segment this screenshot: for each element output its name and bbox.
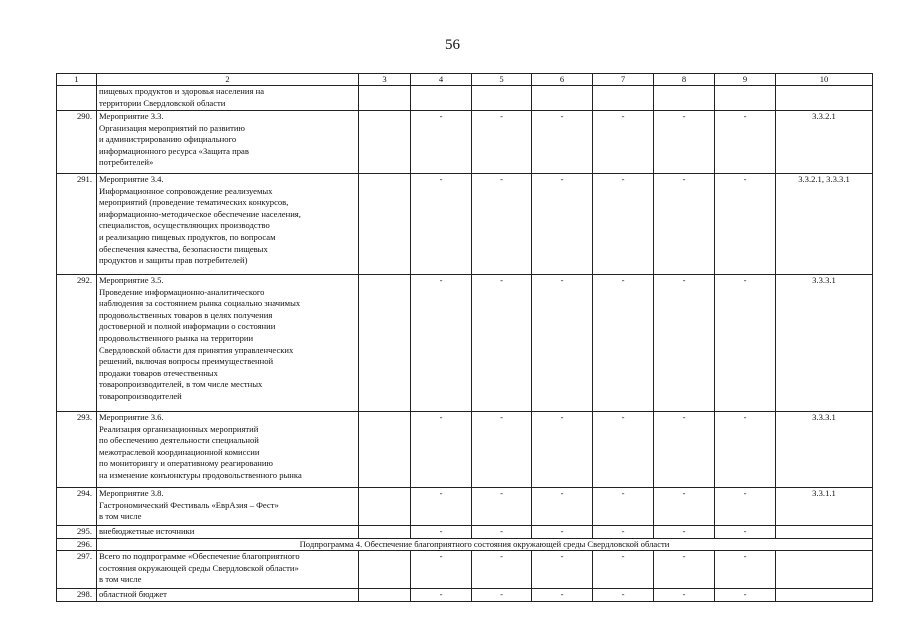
value-cell: -: [593, 275, 654, 412]
value-cell: [359, 86, 411, 111]
table-row: [57, 111, 873, 174]
target-indicator-ref: 3.3.2.1, 3.3.3.1: [776, 174, 873, 275]
value-cell: [359, 275, 411, 412]
value-cell: [359, 526, 411, 539]
value-cell: -: [715, 111, 776, 174]
table-row: [57, 551, 873, 589]
table-row: [57, 86, 873, 111]
value-cell: -: [654, 111, 715, 174]
activity-name: Мероприятие 3.5. Проведение информационно-аналитического наблюдения за состоянием рынка социально значимых продовольственных товаров в целях получения достоверной и полной информации о состоянии продовольственного рынка на территории Свердловской области для принятия управленческих решений, включая вопросы преимущественной продажи товаров отечественных товаропроизводителей, в том числе местных товаропроизводителей: [97, 275, 359, 412]
value-cell: [359, 551, 411, 589]
table-row: [57, 174, 873, 275]
table-row: [57, 412, 873, 488]
table-body: [57, 86, 873, 602]
value-cell: -: [411, 111, 472, 174]
column-header: 3: [359, 74, 411, 86]
target-indicator-ref: 3.3.2.1: [776, 111, 873, 174]
table-row: [57, 488, 873, 526]
value-cell: -: [593, 589, 654, 602]
value-cell: -: [472, 275, 532, 412]
activity-name: Всего по подпрограмме «Обеспечение благоприятного состояния окружающей среды Свердловской области» в том числе: [97, 551, 359, 589]
value-cell: -: [654, 488, 715, 526]
value-cell: -: [593, 488, 654, 526]
value-cell: -: [472, 111, 532, 174]
column-header: 9: [715, 74, 776, 86]
column-header: 10: [776, 74, 873, 86]
row-number: 296.: [57, 538, 97, 551]
activity-name: Мероприятие 3.3. Организация мероприятий по развитию и администрированию официального информационного ресурса «Защита прав потребителей»: [97, 111, 359, 174]
target-indicator-ref: [776, 589, 873, 602]
activity-name: Мероприятие 3.8. Гастрономический Фестиваль «ЕврАзия – Фест» в том числе: [97, 488, 359, 526]
column-header: 5: [472, 74, 532, 86]
value-cell: -: [411, 412, 472, 488]
value-cell: -: [593, 412, 654, 488]
value-cell: -: [715, 589, 776, 602]
value-cell: [359, 412, 411, 488]
value-cell: [359, 589, 411, 602]
value-cell: [472, 86, 532, 111]
value-cell: [654, 86, 715, 111]
section-row: [57, 538, 873, 551]
activity-name: областной бюджет: [97, 589, 359, 602]
column-number-header-row: [57, 74, 873, 86]
row-number: 292.: [57, 275, 97, 412]
value-cell: [359, 174, 411, 275]
value-cell: -: [472, 412, 532, 488]
value-cell: -: [654, 174, 715, 275]
value-cell: -: [411, 526, 472, 539]
value-cell: -: [593, 111, 654, 174]
value-cell: -: [654, 589, 715, 602]
table-row: [57, 589, 873, 602]
column-header: 8: [654, 74, 715, 86]
column-header: 1: [57, 74, 97, 86]
target-indicator-ref: [776, 526, 873, 539]
value-cell: -: [593, 551, 654, 589]
activity-name: внебюджетные источники: [97, 526, 359, 539]
value-cell: -: [715, 526, 776, 539]
row-number: 291.: [57, 174, 97, 275]
value-cell: -: [532, 551, 593, 589]
value-cell: -: [715, 488, 776, 526]
value-cell: -: [532, 412, 593, 488]
row-number: 295.: [57, 526, 97, 539]
value-cell: -: [654, 412, 715, 488]
target-indicator-ref: [776, 86, 873, 111]
value-cell: -: [532, 111, 593, 174]
value-cell: -: [411, 551, 472, 589]
value-cell: -: [532, 174, 593, 275]
value-cell: [359, 111, 411, 174]
value-cell: -: [411, 589, 472, 602]
column-header: 4: [411, 74, 472, 86]
target-indicator-ref: [776, 551, 873, 589]
value-cell: -: [472, 526, 532, 539]
value-cell: [715, 86, 776, 111]
value-cell: [359, 488, 411, 526]
target-indicator-ref: 3.3.3.1: [776, 412, 873, 488]
value-cell: -: [532, 526, 593, 539]
row-number: 297.: [57, 551, 97, 589]
value-cell: [411, 86, 472, 111]
value-cell: -: [654, 551, 715, 589]
activity-name: Мероприятие 3.4. Информационное сопровождение реализуемых мероприятий (проведение тематических конкурсов, информационно-методическое обеспечение населения, специалистов, осуществляющих производство и реализацию пищевых продуктов, по вопросам обеспечения качества, безопасности пищевых продуктов и защиты прав потребителей): [97, 174, 359, 275]
value-cell: -: [593, 526, 654, 539]
row-number: 294.: [57, 488, 97, 526]
target-indicator-ref: 3.3.1.1: [776, 488, 873, 526]
table-row: [57, 526, 873, 539]
table-row: [57, 275, 873, 412]
value-cell: -: [532, 275, 593, 412]
row-number: [57, 86, 97, 111]
target-indicator-ref: 3.3.3.1: [776, 275, 873, 412]
activity-name: пищевых продуктов и здоровья населения на территории Свердловской области: [97, 86, 359, 111]
value-cell: -: [411, 275, 472, 412]
value-cell: -: [654, 526, 715, 539]
value-cell: -: [715, 275, 776, 412]
value-cell: -: [715, 412, 776, 488]
value-cell: -: [654, 275, 715, 412]
value-cell: -: [472, 488, 532, 526]
value-cell: [532, 86, 593, 111]
value-cell: -: [715, 551, 776, 589]
column-header: 6: [532, 74, 593, 86]
row-number: 298.: [57, 589, 97, 602]
value-cell: -: [472, 589, 532, 602]
value-cell: [593, 86, 654, 111]
value-cell: -: [532, 589, 593, 602]
row-number: 293.: [57, 412, 97, 488]
row-number: 290.: [57, 111, 97, 174]
column-header: 2: [97, 74, 359, 86]
section-title: Подпрограмма 4. Обеспечение благоприятного состояния окружающей среды Свердловской области: [97, 538, 873, 551]
page-number: 56: [445, 37, 460, 53]
value-cell: -: [472, 174, 532, 275]
program-table: [56, 73, 873, 602]
value-cell: -: [472, 551, 532, 589]
value-cell: -: [411, 174, 472, 275]
column-header: 7: [593, 74, 654, 86]
value-cell: -: [411, 488, 472, 526]
value-cell: -: [715, 174, 776, 275]
activity-name: Мероприятие 3.6. Реализация организационных мероприятий по обеспечению деятельности специальной межотраслевой координационной комиссии по мониторингу и оперативному реагированию на изменение конъюнктуры продовольственного рынка: [97, 412, 359, 488]
value-cell: -: [593, 174, 654, 275]
value-cell: -: [532, 488, 593, 526]
